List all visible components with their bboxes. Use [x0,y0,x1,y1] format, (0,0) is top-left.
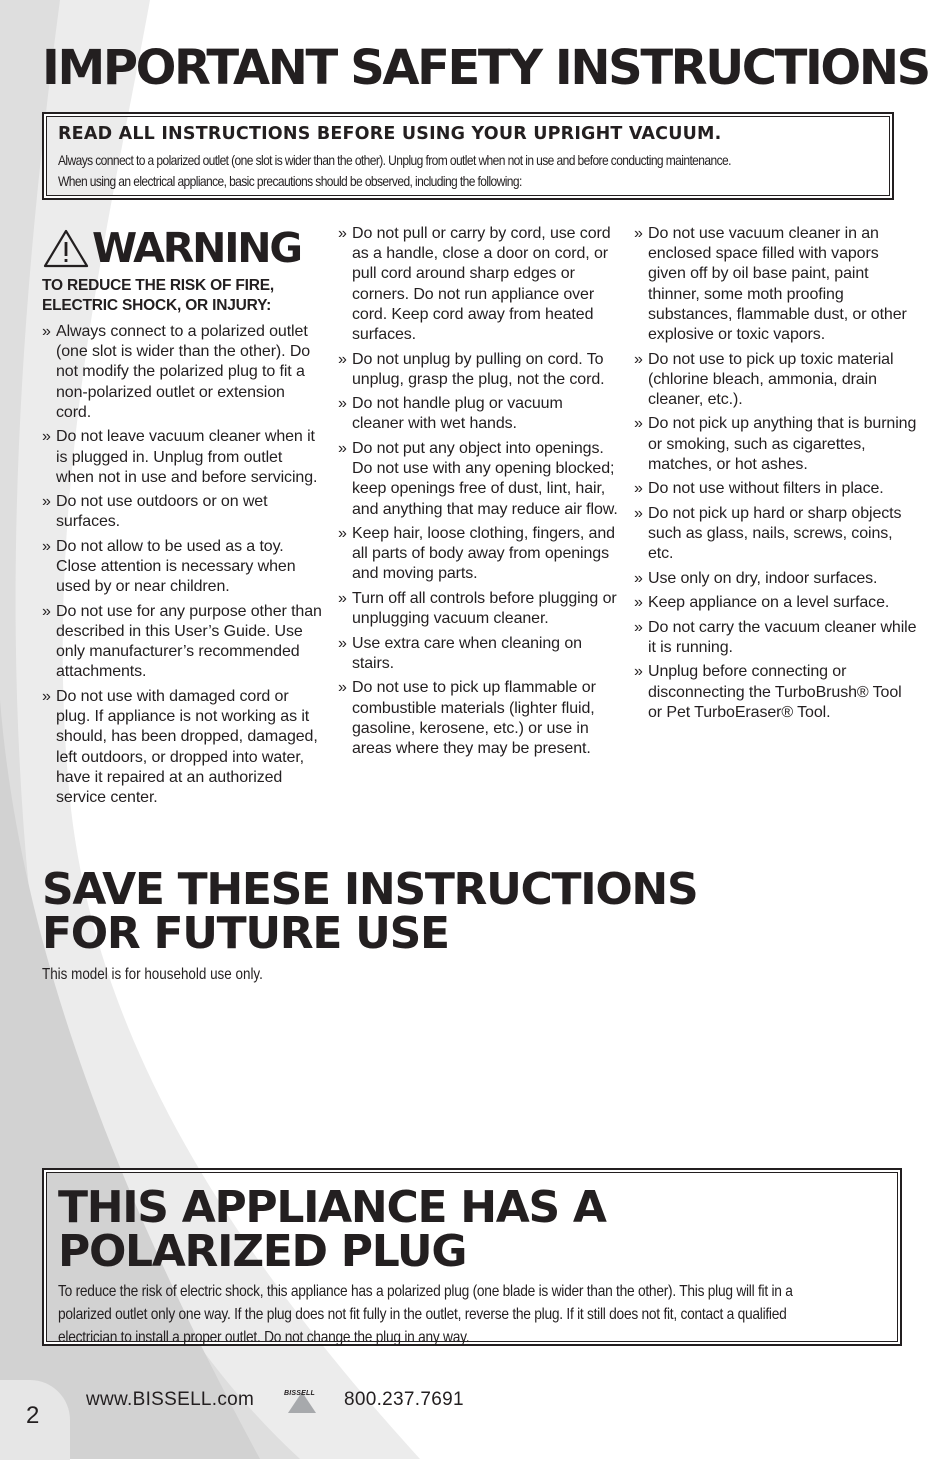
save-instructions-title [42,864,698,959]
instruction-item [338,524,618,585]
instruction-text: Keep hair, loose clothing, fingers, and all parts of body away from openings and moving parts. [352,525,615,583]
bullet-marker: » [634,569,643,587]
polarized-plug-text [58,1280,884,1349]
bullet-marker: » [338,350,347,368]
instruction-text: Do not pick up hard or sharp objects such as glass, nails, screws, coins, etc. [648,504,902,563]
read-instructions-line: When using an electrical appliance, basic precautions should be observed, including the following: [58,173,522,189]
bullet-marker: » [338,439,347,457]
warning-heading [42,224,322,272]
plug-text-line: polarized outlet only one way. If the plug does not fit fully in the outlet, reverse the plug. If it still does not fit, contact a qualified [58,1306,787,1323]
instructions-column-1 [42,224,322,812]
bullet-marker: » [338,525,347,543]
instruction-item [634,224,919,345]
bullet-marker: » [338,679,347,697]
bullet-marker: » [42,428,51,446]
instruction-item [338,350,618,390]
instructions-column-2 [338,224,618,763]
instruction-text: Do not use vacuum cleaner in an enclosed space filled with vapors given off by oil base paint, paint thinner, some moth proofing substances, flammable dust, or other explosive or toxic vapors. [648,225,907,344]
instruction-list [634,224,919,723]
instruction-text: Do not use outdoors or on wet surfaces. [56,493,268,531]
instruction-item [42,602,322,683]
plug-text-line: To reduce the risk of electric shock, this appliance has a polarized plug (one blade is wider than the other). This plug will fit in a [58,1283,793,1300]
instruction-item [634,479,919,499]
instruction-text: Do not use to pick up flammable or combustible materials (lighter fluid, gasoline, kerosene, etc.) or use in areas where they may be present. [352,679,596,757]
instruction-item [338,634,618,674]
instruction-item [634,504,919,565]
bullet-marker: » [338,225,347,242]
bullet-marker: » [634,350,643,368]
instruction-item [338,589,618,629]
instruction-item [338,678,618,759]
instruction-text: Keep appliance on a level surface. [648,594,890,612]
plug-text-line: electrician to install a proper outlet. Do not change the plug in any way. [58,1329,470,1346]
instruction-item [634,618,919,658]
instruction-item [338,224,618,345]
polarized-plug-box [42,1168,902,1346]
bullet-marker: » [634,618,643,636]
plug-title-line: THIS APPLIANCE HAS A [58,1182,606,1233]
instruction-item [42,687,322,808]
instruction-item [42,322,322,423]
save-title-line: SAVE THESE INSTRUCTIONS [42,864,698,915]
instruction-item [634,350,919,411]
instructions-column-3 [634,224,919,727]
instruction-text: Unplug before connecting or disconnecting the TurboBrush® Tool or Pet TurboEraser® Tool. [648,663,902,721]
footer-phone-number: 800.237.7691 [344,1389,464,1410]
instruction-item [42,427,322,488]
instruction-item [634,414,919,475]
instruction-item [634,569,919,589]
warning-subtitle-line: ELECTRIC SHOCK, OR INJURY: [42,297,272,314]
bullet-marker: » [42,323,51,340]
instruction-text: Do not use for any purpose other than described in this User’s Guide. Use only manufacturer’s recommended attachments. [56,602,322,681]
household-use-note: This model is for household use only. [42,966,263,983]
bullet-marker: » [42,493,51,511]
instruction-text: Do not pull or carry by cord, use cord as a handle, close a door on cord, or pull cord around sharp edges or corners. Do not run appliance over cord. Keep cord away from heated surfaces. [352,225,611,344]
warning-word: WARNING [92,224,301,272]
bullet-marker: » [634,663,643,681]
instruction-item [42,492,322,532]
page-number: 2 [26,1402,40,1429]
instruction-text: Do not use with damaged cord or plug. If appliance is not working as it should, has been dropped, damaged, left outdoors, or dropped into water, have it repaired at an authorized service center. [56,687,318,806]
bullet-marker: » [338,634,347,652]
instruction-text: Do not carry the vacuum cleaner while it is running. [648,618,917,656]
bullet-marker: » [634,480,643,498]
instruction-text: Do not handle plug or vacuum cleaner with wet hands. [352,395,563,433]
instruction-text: Do not put any object into openings. Do not use with any opening blocked; keep openings free of dust, lint, hair, and anything that may reduce air flow. [352,439,618,518]
instruction-item [634,593,919,613]
instruction-text: Do not pick up anything that is burning or smoking, such as cigarettes, matches, or hot ashes. [648,415,917,473]
instruction-text: Do not use without filters in place. [648,480,884,498]
warning-subtitle [42,276,322,316]
bullet-marker: » [338,589,347,607]
bullet-marker: » [634,225,643,242]
read-instructions-box [42,112,894,200]
instruction-text: Use only on dry, indoor surfaces. [648,569,878,587]
instruction-text: Do not allow to be used as a toy. Close attention is necessary when used by or near children. [56,537,296,596]
instruction-text: Always connect to a polarized outlet (one slot is wider than the other). Do not modify the polarized plug to fit a non-polarized outlet or extension cord. [56,323,311,421]
instruction-text: Turn off all controls before plugging or unplugging vacuum cleaner. [352,589,617,628]
bullet-marker: » [42,537,51,555]
instruction-text: Use extra care when cleaning on stairs. [352,634,582,672]
read-instructions-line: Always connect to a polarized outlet (one slot is wider than the other). Unplug from outlet when not in use and before conducting maintenance. [58,152,731,168]
warning-triangle-icon [42,228,90,268]
page-number-tab [0,1380,70,1460]
instruction-list [42,322,322,808]
instruction-item [338,394,618,434]
save-title-line: FOR FUTURE USE [42,908,449,959]
page-title: IMPORTANT SAFETY INSTRUCTIONS [42,40,929,96]
instruction-item [338,439,618,520]
instruction-text: Do not use to pick up toxic material (chlorine bleach, ammonia, drain cleaner, etc.). [648,350,894,408]
instruction-text: Do not leave vacuum cleaner when it is plugged in. Unplug from outlet when not in use and before servicing. [56,428,318,486]
read-instructions-text [58,150,884,192]
bullet-marker: » [338,395,347,413]
instruction-list [338,224,618,759]
instruction-item [42,537,322,598]
instruction-text: Do not unplug by pulling on cord. To unplug, grasp the plug, not the cord. [352,350,605,388]
bissell-logo-text: BISSELL [284,1390,315,1397]
bullet-marker: » [42,687,51,705]
warning-subtitle-line: TO REDUCE THE RISK OF FIRE, [42,277,274,294]
plug-title-line: POLARIZED PLUG [58,1226,467,1277]
bullet-marker: » [634,415,643,433]
bullet-marker: » [42,602,51,620]
bullet-marker: » [634,594,643,612]
instruction-item [634,662,919,723]
read-instructions-heading: READ ALL INSTRUCTIONS BEFORE USING YOUR UPRIGHT VACUUM. [58,124,722,144]
footer-website-link[interactable]: www.BISSELL.com [86,1389,255,1410]
bullet-marker: » [634,504,643,522]
polarized-plug-title [58,1182,886,1277]
